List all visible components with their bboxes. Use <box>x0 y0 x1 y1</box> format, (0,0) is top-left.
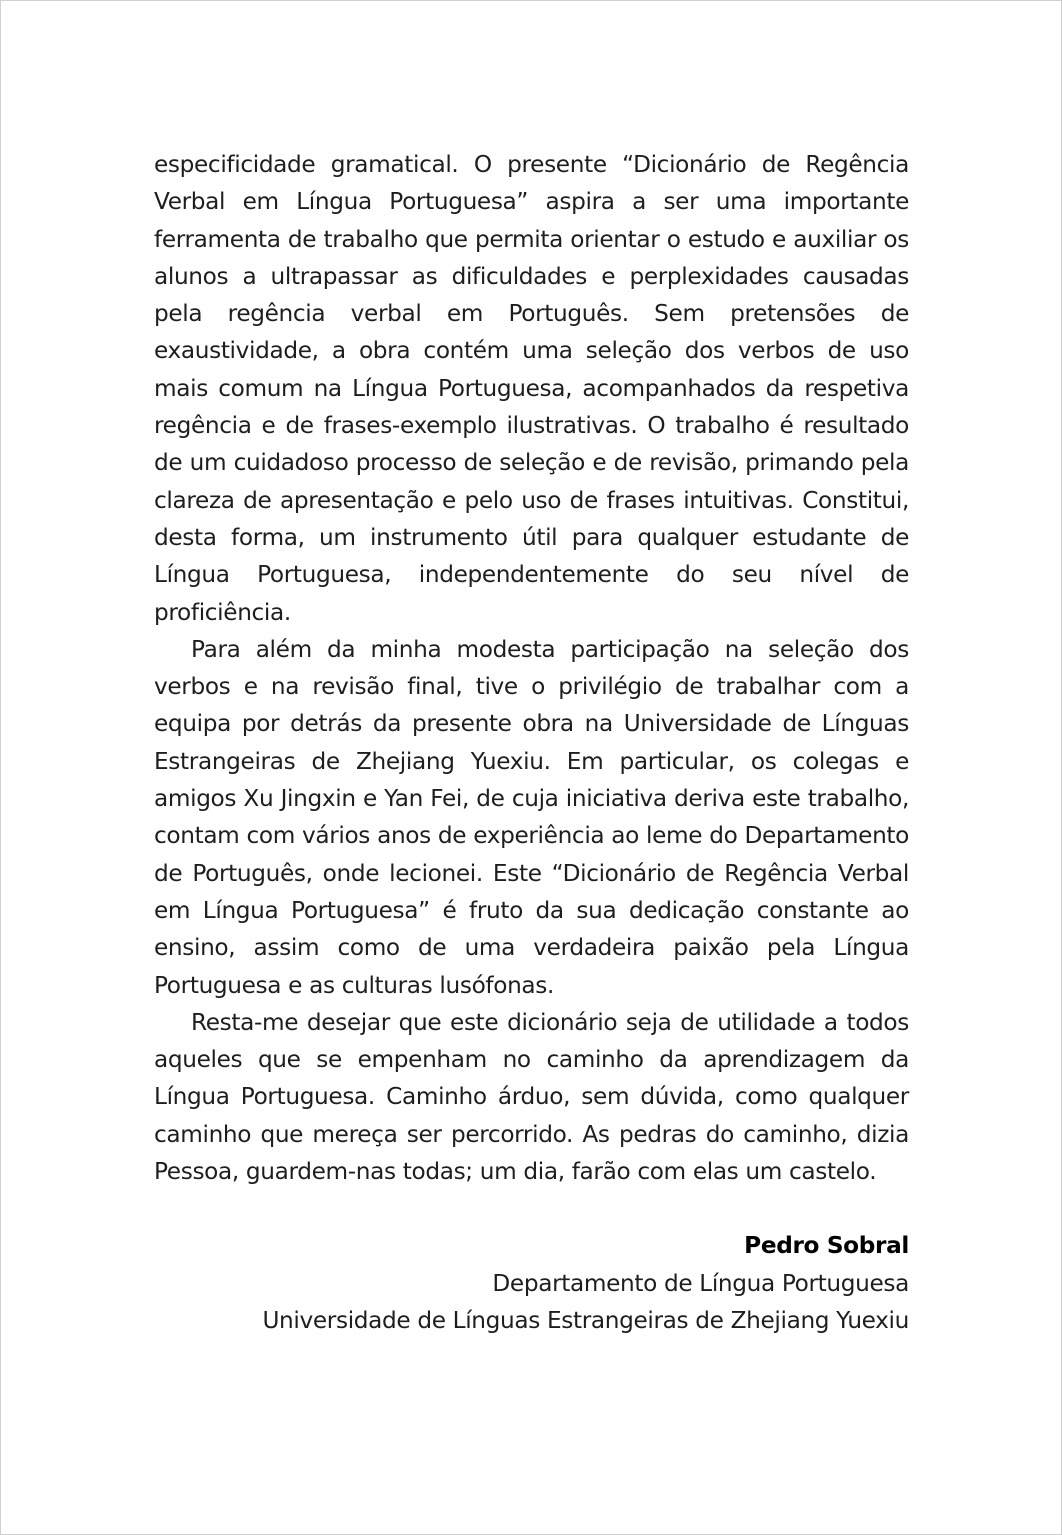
author-department: Departamento de Língua Portuguesa <box>492 1269 909 1297</box>
page-content <box>154 146 909 1339</box>
paragraph-3: Resta-me desejar que este dicionário seja de utilidade a todos aqueles que se empenham no caminho da aprendizagem da Língua Portuguesa. Caminho árduo, sem dúvida, como qualquer caminho que mereça ser percorrido. As pedras do caminho, dizia Pessoa, guardem-nas todas; um dia, farão com elas um castelo. <box>154 1008 909 1186</box>
signature-block <box>154 1227 909 1339</box>
paragraph-2: Para além da minha modesta participação na seleção dos verbos e na revisão final, tive o privilégio de trabalhar com a equipa por detrás da presente obra na Universidade de Línguas Estrangeiras de Zhejiang Yuexiu. Em particular, os colegas e amigos Xu Jingxin e Yan Fei, de cuja iniciativa deriva este trabalho, contam com vários anos de experiência ao leme do Departamento de Português, onde lecionei. Este “Dicionário de Regência Verbal em Língua Portuguesa” é fruto da sua dedicação constante ao ensino, assim como de uma verdadeira paixão pela Língua Portuguesa e as culturas lusófonas. <box>154 635 909 999</box>
author-name: Pedro Sobral <box>744 1232 909 1260</box>
paragraph-1: especificidade gramatical. O presente “Dicionário de Regência Verbal em Língua Portuguesa” aspira a ser uma importante ferramenta de trabalho que permita orientar o estudo e auxiliar os alunos a ultrapassar as dificuldades e perplexidades causadas pela regência verbal em Português. Sem pretensões de exaustividade, a obra contém uma seleção dos verbos de uso mais comum na Língua Portuguesa, acompanhados da respetiva regência e de frases-exemplo ilustrativas. O trabalho é resultado de um cuidadoso processo de seleção e de revisão, primando pela clareza de apresentação e pelo uso de frases intuitivas. Constitui, desta forma, um instrumento útil para qualquer estudante de Língua Portuguesa, independentemente do seu nível de proficiência. <box>154 151 909 626</box>
author-university: Universidade de Línguas Estrangeiras de Zhejiang Yuexiu <box>262 1306 909 1334</box>
